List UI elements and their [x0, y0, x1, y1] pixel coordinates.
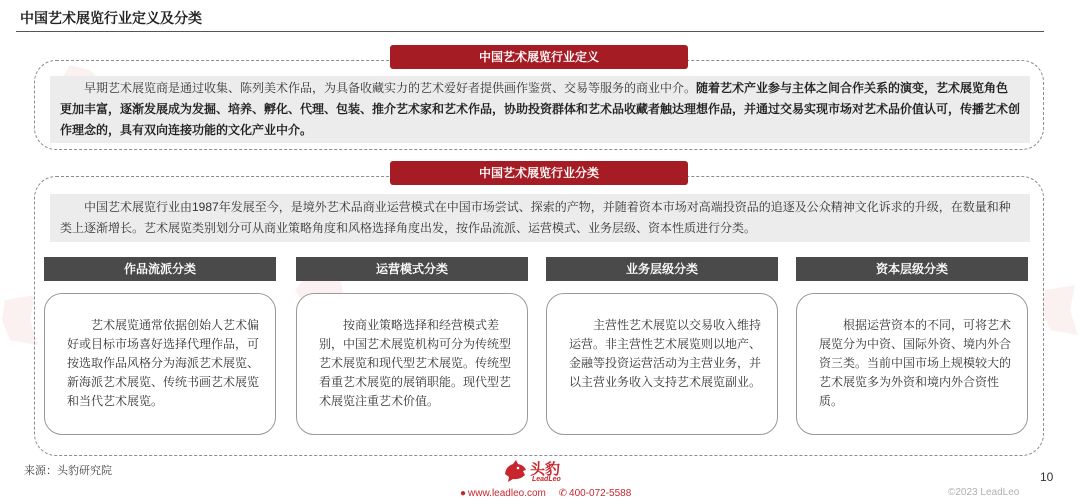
category-header-capital: 资本层级分类 — [796, 257, 1028, 281]
logo-name: 头豹 — [530, 461, 561, 478]
page-number: 10 — [1040, 470, 1054, 484]
classification-intro-text: 中国艺术展览行业由1987年发展至今，是境外艺术品商业运营模式在中国市场尝试、探索的产物，并随着资本市场对高端投资品的追逐及公众精神文化诉求的升级，在数量和种类上逐渐增长。艺术展览类别划分可从商业策略角度和风格选择角度出发，按作品流派、运营模式、业务层级、资本性质进行分类。 — [60, 200, 1011, 235]
copyright: ©2023 LeadLeo — [948, 487, 1020, 498]
brand-logo — [502, 458, 582, 488]
phone-icon: ✆ — [558, 488, 568, 499]
source-note: 来源：头豹研究院 — [24, 465, 112, 477]
category-text-style: 艺术展览通常依据创始人艺术偏好或目标市场喜好选择代理作品，可按选取作品风格分为海派艺术展览、新海派艺术展览、传统书画艺术展览和当代艺术展览。 — [67, 318, 260, 408]
classification-header: 中国艺术展览行业分类 — [390, 161, 688, 185]
category-text-business: 主营性艺术展览以交易收入维持运营。非主营性艺术展览则以地产、金融等投资运营活动为主营业务，并以主营业务收入支持艺术展览副业。 — [569, 318, 762, 389]
leopard-logo-icon — [502, 458, 528, 484]
web-icon: ● — [460, 488, 467, 499]
watermark-right-icon — [1040, 280, 1080, 340]
title-divider — [16, 31, 1044, 32]
definition-text-bold: 随着艺术产业参与主体之间合作关系的演变，艺术展览角色更加丰富，逐渐发展成为发掘、培养、孵化、代理、包装、推介艺术家和艺术作品，协助投资群体和艺术品收藏者触达理想作品，并通过交易实现市场对艺术品价值认可，传播艺术创作理念的，具有双向连接功能的文化产业中介。 — [60, 81, 1021, 137]
category-text-capital: 根据运营资本的不同，可将艺术展览分为中资、国际外资、境内外合资三类。当前中国市场上规模较大的艺术展览多为外资和境内外合资性质。 — [819, 318, 1012, 408]
category-header-operation: 运营模式分类 — [296, 257, 528, 281]
phone-number: 400-072-5588 — [569, 488, 632, 499]
category-box-capital — [796, 293, 1028, 435]
category-header-business: 业务层级分类 — [546, 257, 778, 281]
classification-intro — [50, 194, 1030, 242]
logo-subtitle: LeadLeo — [532, 476, 561, 483]
definition-header: 中国艺术展览行业定义 — [390, 45, 688, 69]
definition-text — [50, 76, 1030, 143]
category-box-business — [546, 293, 778, 435]
category-text-operation: 按商业策略选择和经营模式差别，中国艺术展览机构可分为传统型艺术展览和现代型艺术展览。传统型看重艺术展览的展销职能。现代型艺术展览注重艺术价值。 — [319, 318, 512, 408]
footer-contacts — [460, 488, 641, 499]
category-box-operation — [296, 293, 528, 435]
category-header-style: 作品流派分类 — [44, 257, 276, 281]
website-link[interactable]: www.leadleo.com — [468, 488, 546, 499]
definition-text-normal: 早期艺术展览商是通过收集、陈列美术作品，为具备收藏实力的艺术爱好者提供画作鉴赏、交易等服务的商业中介。 — [84, 81, 697, 95]
page-title: 中国艺术展览行业定义及分类 — [20, 10, 202, 26]
category-box-style — [44, 293, 276, 435]
